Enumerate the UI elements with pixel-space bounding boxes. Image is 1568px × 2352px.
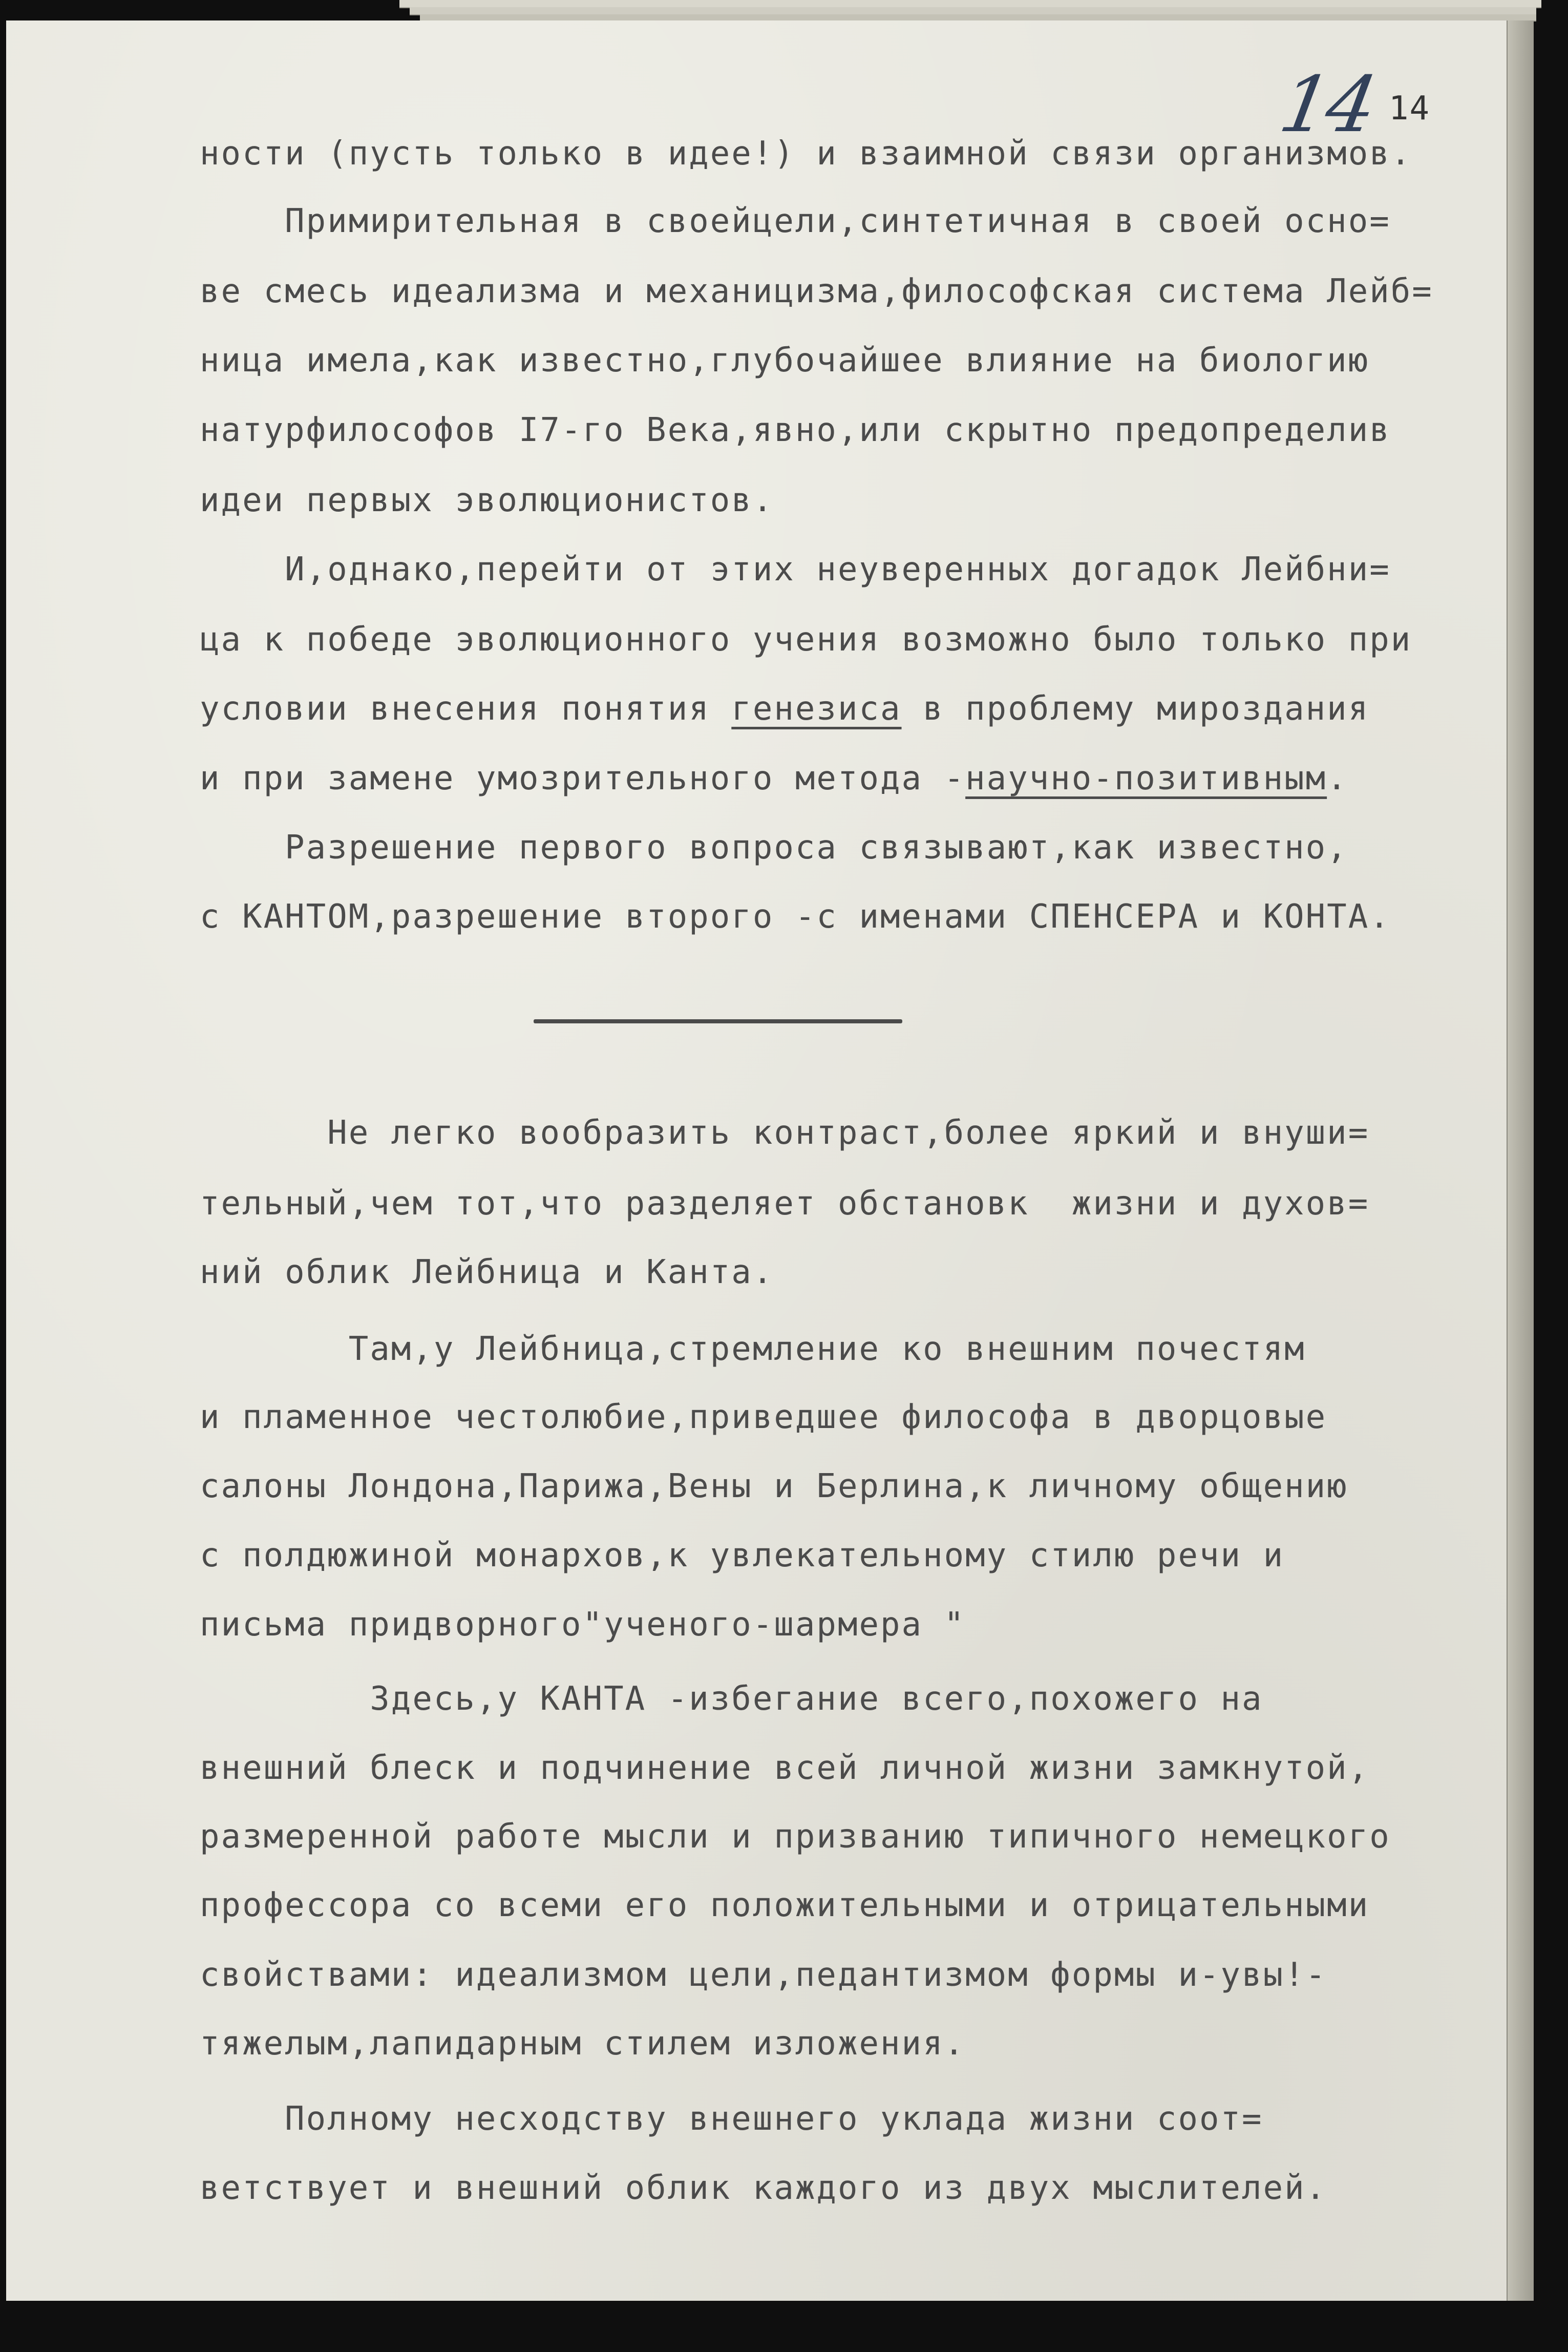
text-line: ница имела,как известно,глубочайшее влияние на биологию bbox=[200, 342, 1370, 380]
text-line: Примирительная в своейцели,синтетичная в своей осно= bbox=[200, 202, 1391, 240]
text-line: письма придворного"ученого-шармера " bbox=[200, 1606, 966, 1644]
text-line: внешний блеск и подчинение всей личной жизни замкнутой, bbox=[200, 1749, 1370, 1787]
text-line: ний облик Лейбница и Канта. bbox=[200, 1253, 774, 1291]
text-line: условии внесения понятия генезиса в проблему мироздания bbox=[200, 690, 1370, 728]
text-line: тельный,чем тот,что разделяет обстановк жизни и духов= bbox=[200, 1185, 1370, 1223]
text-line: Здесь,у КАНТА -избегание всего,похожего на bbox=[200, 1680, 1263, 1718]
text-line: идеи первых эволюционистов. bbox=[200, 481, 774, 519]
handwritten-folio-number: 14 bbox=[1273, 60, 1381, 150]
text-line: размеренной работе мысли и призванию типичного немецкого bbox=[200, 1818, 1391, 1856]
underlined-term-scientific-positive: научно-позитивным bbox=[965, 760, 1327, 797]
text-line: профессора со всеми его положительными и отрицательными bbox=[200, 1886, 1370, 1924]
text-line: и при замене умозрительного метода -научно-позитивным. bbox=[200, 760, 1348, 797]
text-line: ве смесь идеализма и механицизма,философская система Лейб= bbox=[200, 272, 1433, 310]
page-number: 14 bbox=[1389, 90, 1431, 128]
text-line: тяжелым,лапидарным стилем изложения. bbox=[200, 2025, 966, 2063]
text-line: ветствует и внешний облик каждого из двух мыслителей. bbox=[200, 2169, 1327, 2207]
page-edge-right bbox=[1503, 20, 1534, 2301]
text-line: Не легко вообразить контраст,более яркий и внуши= bbox=[200, 1114, 1370, 1152]
text-line: ца к победе эволюционного учения возможно было только при bbox=[200, 621, 1412, 659]
text-line: свойствами: идеализмом цели,педантизмом формы и-увы!- bbox=[200, 1956, 1327, 1994]
text-line: салоны Лондона,Парижа,Вены и Берлина,к личному общению bbox=[200, 1467, 1348, 1505]
text-line: Там,у Лейбница,стремление ко внешним почестям bbox=[200, 1330, 1306, 1368]
text-line: с полдюжиной монархов,к увлекательному стилю речи и bbox=[200, 1537, 1285, 1574]
text-line: натурфилософов I7-го Века,явно,или скрытно предопределив bbox=[200, 411, 1391, 449]
text-line: Разрешение первого вопроса связывают,как известно, bbox=[200, 829, 1348, 867]
text-line: ности (пусть только в идее!) и взаимной связи организмов. bbox=[200, 135, 1412, 173]
text-line: с КАНТОМ,разрешение второго -с именами СПЕНСЕРА и КОНТА. bbox=[200, 898, 1391, 936]
text-line: Полному несходству внешнего уклада жизни соот= bbox=[200, 2100, 1263, 2138]
section-separator bbox=[534, 1019, 902, 1023]
text-line: И,однако,перейти от этих неуверенных догадок Лейбни= bbox=[200, 551, 1391, 589]
underlined-term-genesis: генезиса bbox=[731, 690, 902, 728]
typewritten-page bbox=[6, 20, 1507, 2301]
text-line: и пламенное честолюбие,приведшее философа в дворцовые bbox=[200, 1398, 1327, 1436]
